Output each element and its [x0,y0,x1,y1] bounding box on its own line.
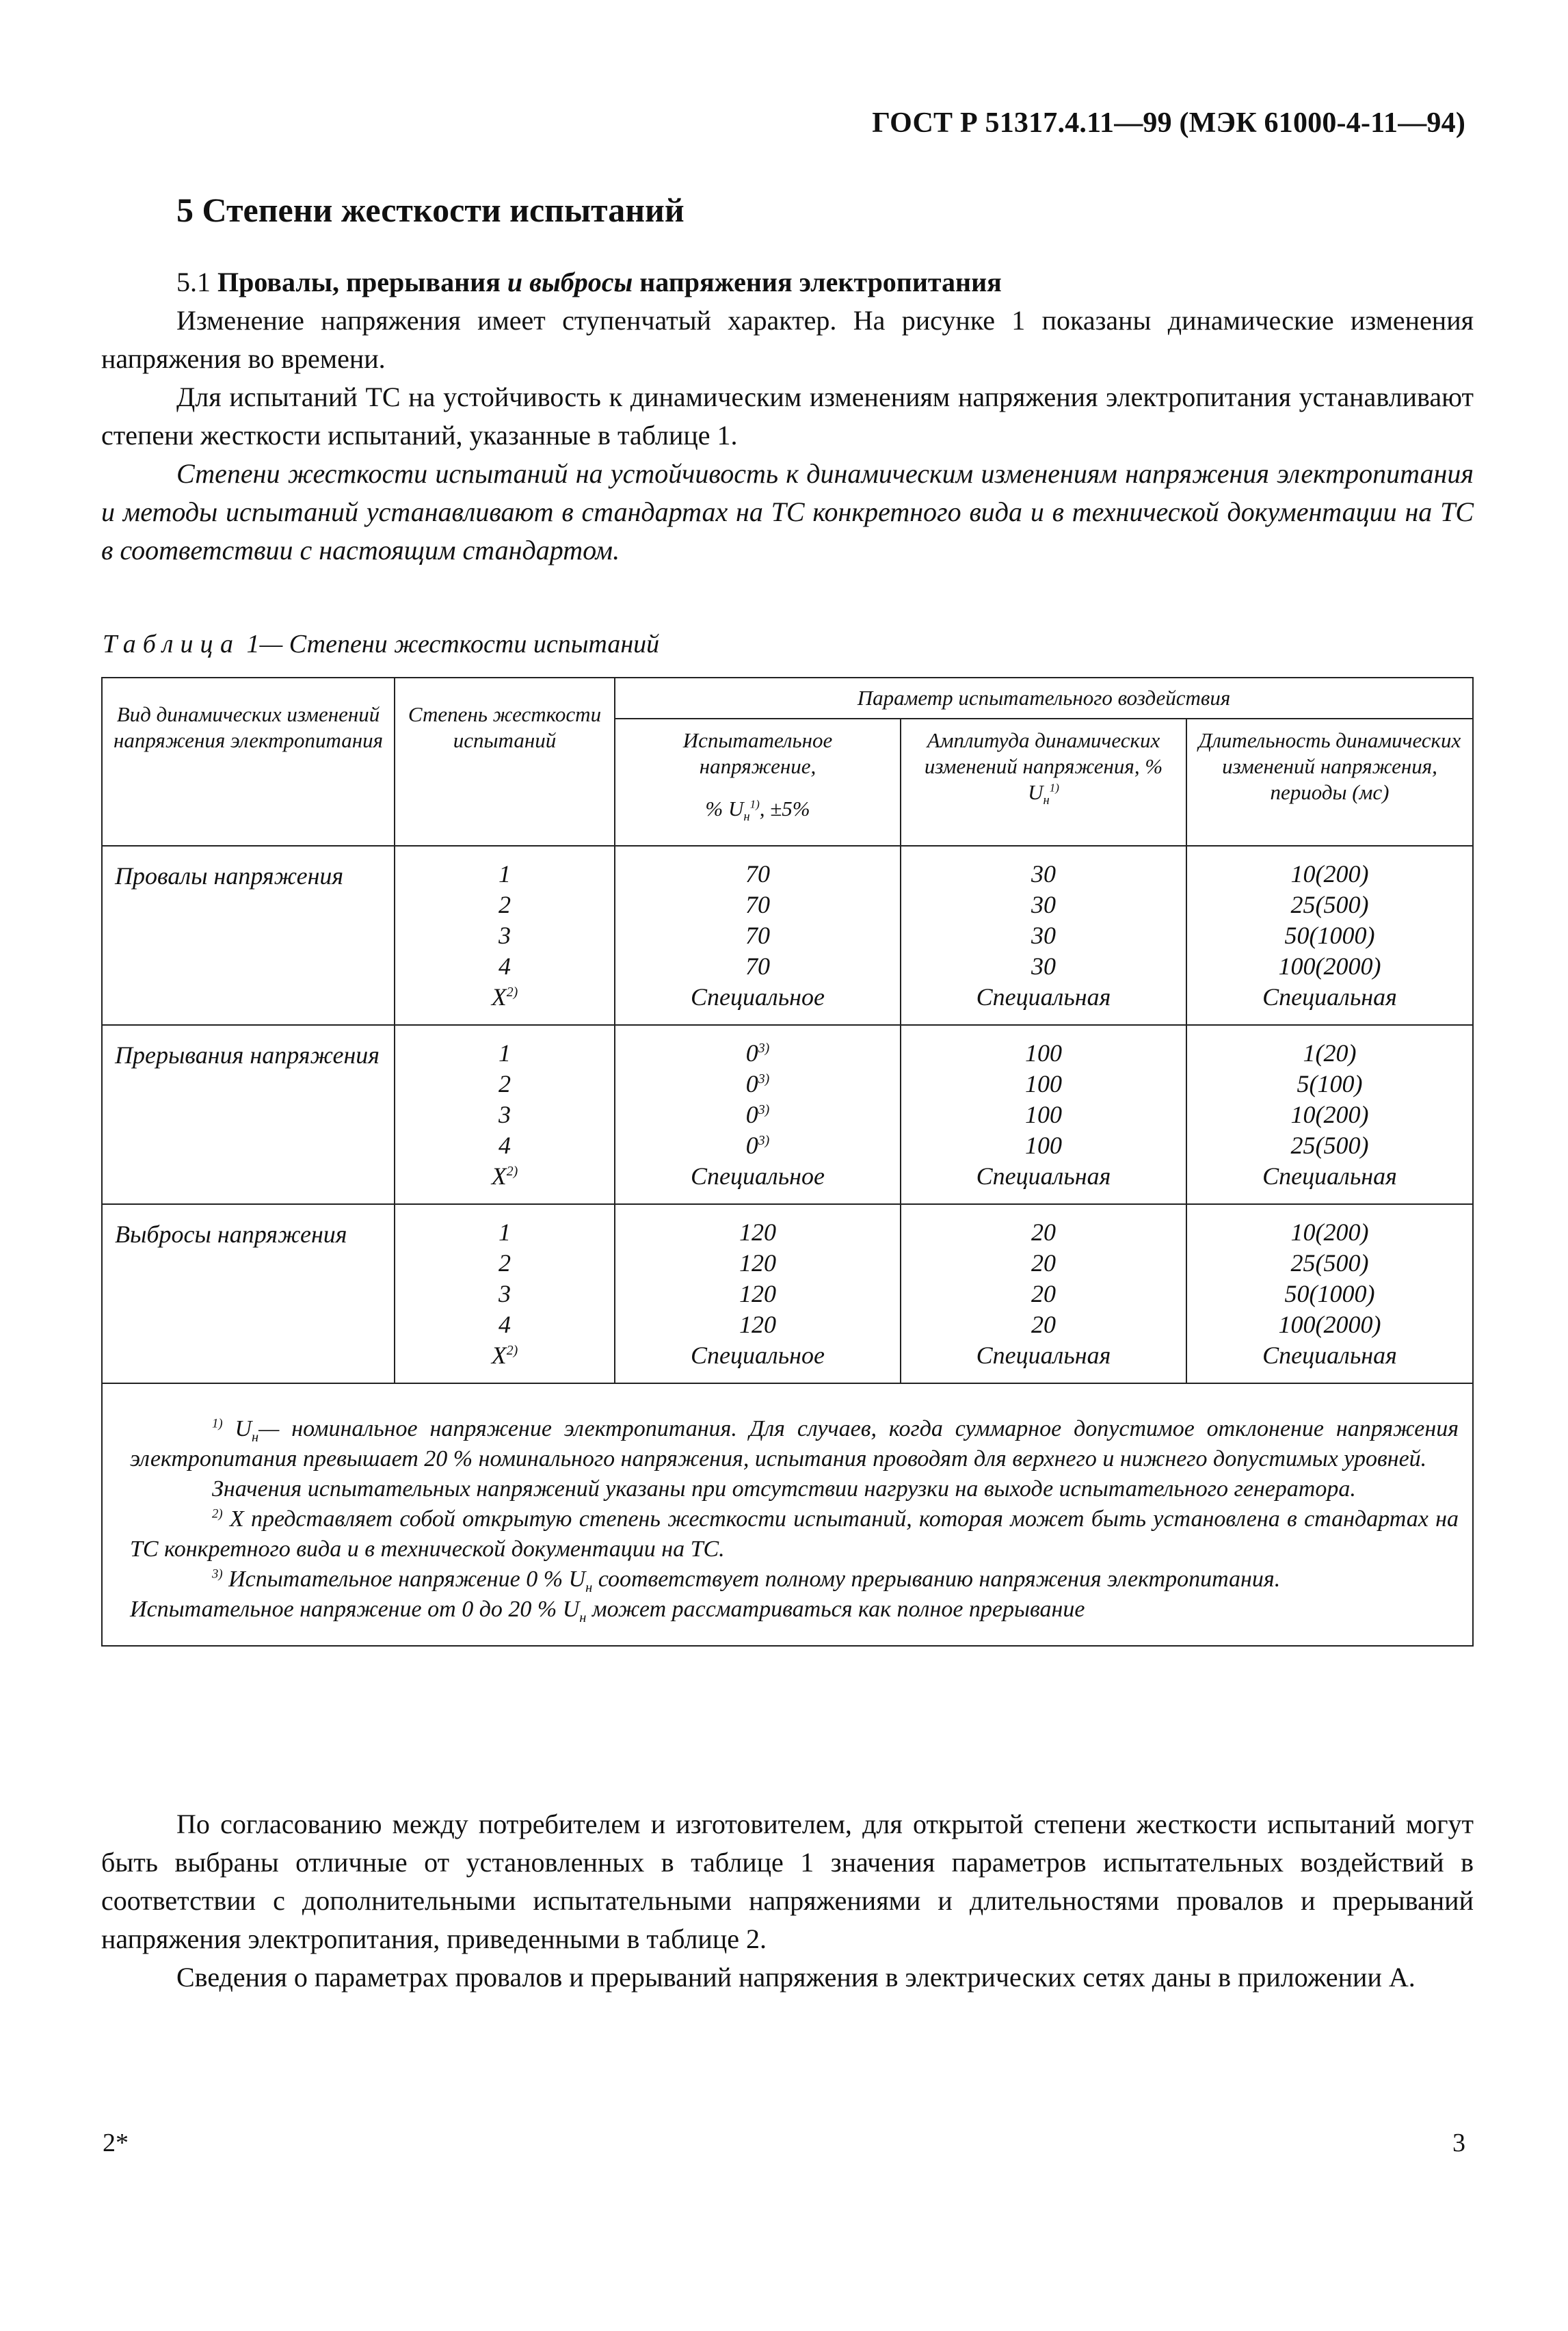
note-3c: Испытательное напряжение от 0 до 20 % $U_н$ может рассматриваться как полное прерывание [130,1597,1085,1625]
header-type: Вид динамических изменений напряжения электропитания [102,678,395,846]
cell-value: $X^{2)}$ [491,983,518,1011]
cell-value: 70 [745,953,770,980]
cell-value: 100 [1025,1039,1062,1067]
cell-value: Специальная [976,983,1111,1011]
cell-value: 25(500) [1290,1249,1369,1277]
cell-value: $X^{2)}$ [491,1162,518,1190]
cell-levels [395,1025,615,1204]
cell-value: 100 [1025,1070,1062,1097]
cell-amplitude [901,1204,1186,1383]
cell-value: 30 [1031,891,1056,918]
note-1: $^{1)}$ $U_н—$ номинальное напряжение электропитания. Для случаев, когда суммарное допустимое отклонение напряжения электропитания превышает 20 % номинального напряжения, испытания проводят для верхнего и нижнего допустимых уровней. [130,1416,1459,1471]
cell-value: 3 [499,1101,511,1128]
subsection-number: 5.1 [176,267,211,297]
cell-amplitude [901,846,1186,1025]
table-row [102,846,1473,1025]
subsection-heading [101,263,1474,302]
cell-value: Специальное [691,983,825,1011]
cell-value: 10(200) [1290,860,1369,888]
cell-value: 2 [499,1070,511,1097]
table-caption-text: 1— Степени жесткости испытаний [246,630,660,658]
cell-value: 100 [1025,1101,1062,1128]
cell-value: $X^{2)}$ [491,1342,518,1369]
cell-duration [1186,1025,1473,1204]
cell-value: Специальное [691,1162,825,1190]
cell-value: 2 [499,1249,511,1277]
cell-value: 70 [745,891,770,918]
cell-value: 4 [499,1311,511,1338]
cell-value: 25(500) [1290,891,1369,918]
cell-value: 20 [1031,1218,1056,1246]
cell-value: 3 [499,1280,511,1307]
cell-type: Выбросы напряжения [102,1204,395,1383]
cell-value: 120 [739,1311,776,1338]
cell-value: 1 [499,860,511,888]
cell-value: 70 [745,922,770,949]
subsection-title-c: напряжения электропитания [639,267,1002,297]
cell-voltage [615,1025,901,1204]
paragraph-3: Степени жесткости испытаний на устойчивость к динамическим изменениям напряжения электропитания и методы испытаний устанавливают в стандартах на ТС конкретного вида и в технической документации на ТС в соответствии с настоящим стандартом. [101,458,1474,565]
cell-value: 1(20) [1303,1039,1357,1067]
header-duration: Длительность динамических изменений напряжения, периоды (мс) [1186,719,1473,846]
cell-value: 100(2000) [1278,953,1381,980]
cell-levels [395,1204,615,1383]
table-row [102,1025,1473,1204]
note-3: $^{3)}$ Испытательное напряжение 0 % $U_н$ соответствует полному прерыванию напряжения электропитания. [212,1567,1281,1595]
cell-value: 20 [1031,1280,1056,1307]
cell-value: 70 [745,860,770,888]
cell-value: Специальная [1262,1162,1397,1190]
cell-value: 30 [1031,860,1056,888]
cell-duration [1186,846,1473,1025]
cell-value: 20 [1031,1249,1056,1277]
cell-value: 4 [499,953,511,980]
cell-value: Специальное [691,1342,825,1369]
header-level: Степень жесткости испытаний [395,678,615,846]
cell-value: Специальная [976,1162,1111,1190]
cell-value: 50(1000) [1284,922,1375,949]
table-row [102,1204,1473,1383]
cell-voltage [615,1204,901,1383]
intro-text [101,263,1474,570]
cell-voltage [615,846,901,1025]
cell-value: 0$^{3)}$ [745,1039,770,1067]
document-header: ГОСТ Р 51317.4.11—99 (МЭК 61000-4-11—94) [872,107,1465,139]
cell-levels [395,846,615,1025]
table-caption-word: Таблица [103,630,240,658]
paragraph-5: Сведения о параметрах провалов и прерываний напряжения в электрических сетях даны в приложении А. [176,1962,1416,1993]
cell-value: 100 [1025,1132,1062,1159]
paragraph-4: По согласованию между потребителем и изготовителем, для открытой степени жесткости испытаний могут быть выбраны отличные от установленных в таблице 1 значения параметров испытательных воздействий в соответствии с дополнительными испытательными напряжениями и длительностями провалов и прерываний напряжения электропитания, приведенными в таблице 2. [101,1809,1474,1954]
cell-value: Специальная [1262,983,1397,1011]
cell-value: 1 [499,1039,511,1067]
cell-value: 50(1000) [1284,1280,1375,1307]
cell-value: 5(100) [1297,1070,1363,1097]
cell-amplitude [901,1025,1186,1204]
cell-duration [1186,1204,1473,1383]
table-notes [102,1383,1473,1646]
cell-value: Специальная [1262,1342,1397,1369]
note-1b: Значения испытательных напряжений указаны при отсутствии нагрузки на выходе испытательного генератора. [212,1476,1356,1502]
cell-value: 1 [499,1218,511,1246]
cell-value: 25(500) [1290,1132,1369,1159]
header-voltage: Испытательное напряжение, % $U_н^{1)}$, ±5% [615,719,901,846]
paragraph-1: Изменение напряжения имеет ступенчатый характер. На рисунке 1 показаны динамические изменения напряжения во времени. [101,305,1474,374]
cell-value: 30 [1031,922,1056,949]
table-caption [103,629,659,659]
cell-type: Прерывания напряжения [102,1025,395,1204]
page-number: 3 [1452,2129,1465,2157]
header-voltage-unit: % $U_н^{1)}$, ±5% [705,797,810,825]
closing-text [101,1805,1474,1997]
paragraph-2: Для испытаний ТС на устойчивость к динамическим изменениям напряжения электропитания устанавливают степени жесткости испытаний, указанные в таблице 1. [101,382,1474,451]
cell-value: 0$^{3)}$ [745,1132,770,1159]
header-param-group: Параметр испытательного воздействия [615,678,1473,719]
cell-value: 30 [1031,953,1056,980]
severity-table [101,677,1474,1647]
cell-value: 120 [739,1249,776,1277]
cell-value: 10(200) [1290,1101,1369,1128]
cell-value: 100(2000) [1278,1311,1381,1338]
subsection-title-a: Провалы, прерывания [217,267,501,297]
subsection-title-b: и выбросы [507,267,633,297]
cell-value: 10(200) [1290,1218,1369,1246]
cell-value: 20 [1031,1311,1056,1338]
cell-value: 4 [499,1132,511,1159]
cell-value: 3 [499,922,511,949]
cell-value: 0$^{3)}$ [745,1101,770,1128]
note-2: $^{2)}$ X представляет собой открытую степень жесткости испытаний, которая может быть установлена в стандартах на ТС конкретного вида и в технической документации на ТС. [130,1506,1459,1562]
cell-value: 120 [739,1218,776,1246]
cell-value: 2 [499,891,511,918]
header-amplitude: Амплитуда динамических изменений напряжения, % $U_н^{1)}$ [901,719,1186,846]
cell-value: Специальная [976,1342,1111,1369]
table-body [102,846,1473,1383]
cell-value: 120 [739,1280,776,1307]
section-title: 5 Степени жесткости испытаний [176,191,685,229]
cell-value: 0$^{3)}$ [745,1070,770,1097]
footer-sheet-mark: 2* [103,2129,129,2157]
cell-type: Провалы напряжения [102,846,395,1025]
